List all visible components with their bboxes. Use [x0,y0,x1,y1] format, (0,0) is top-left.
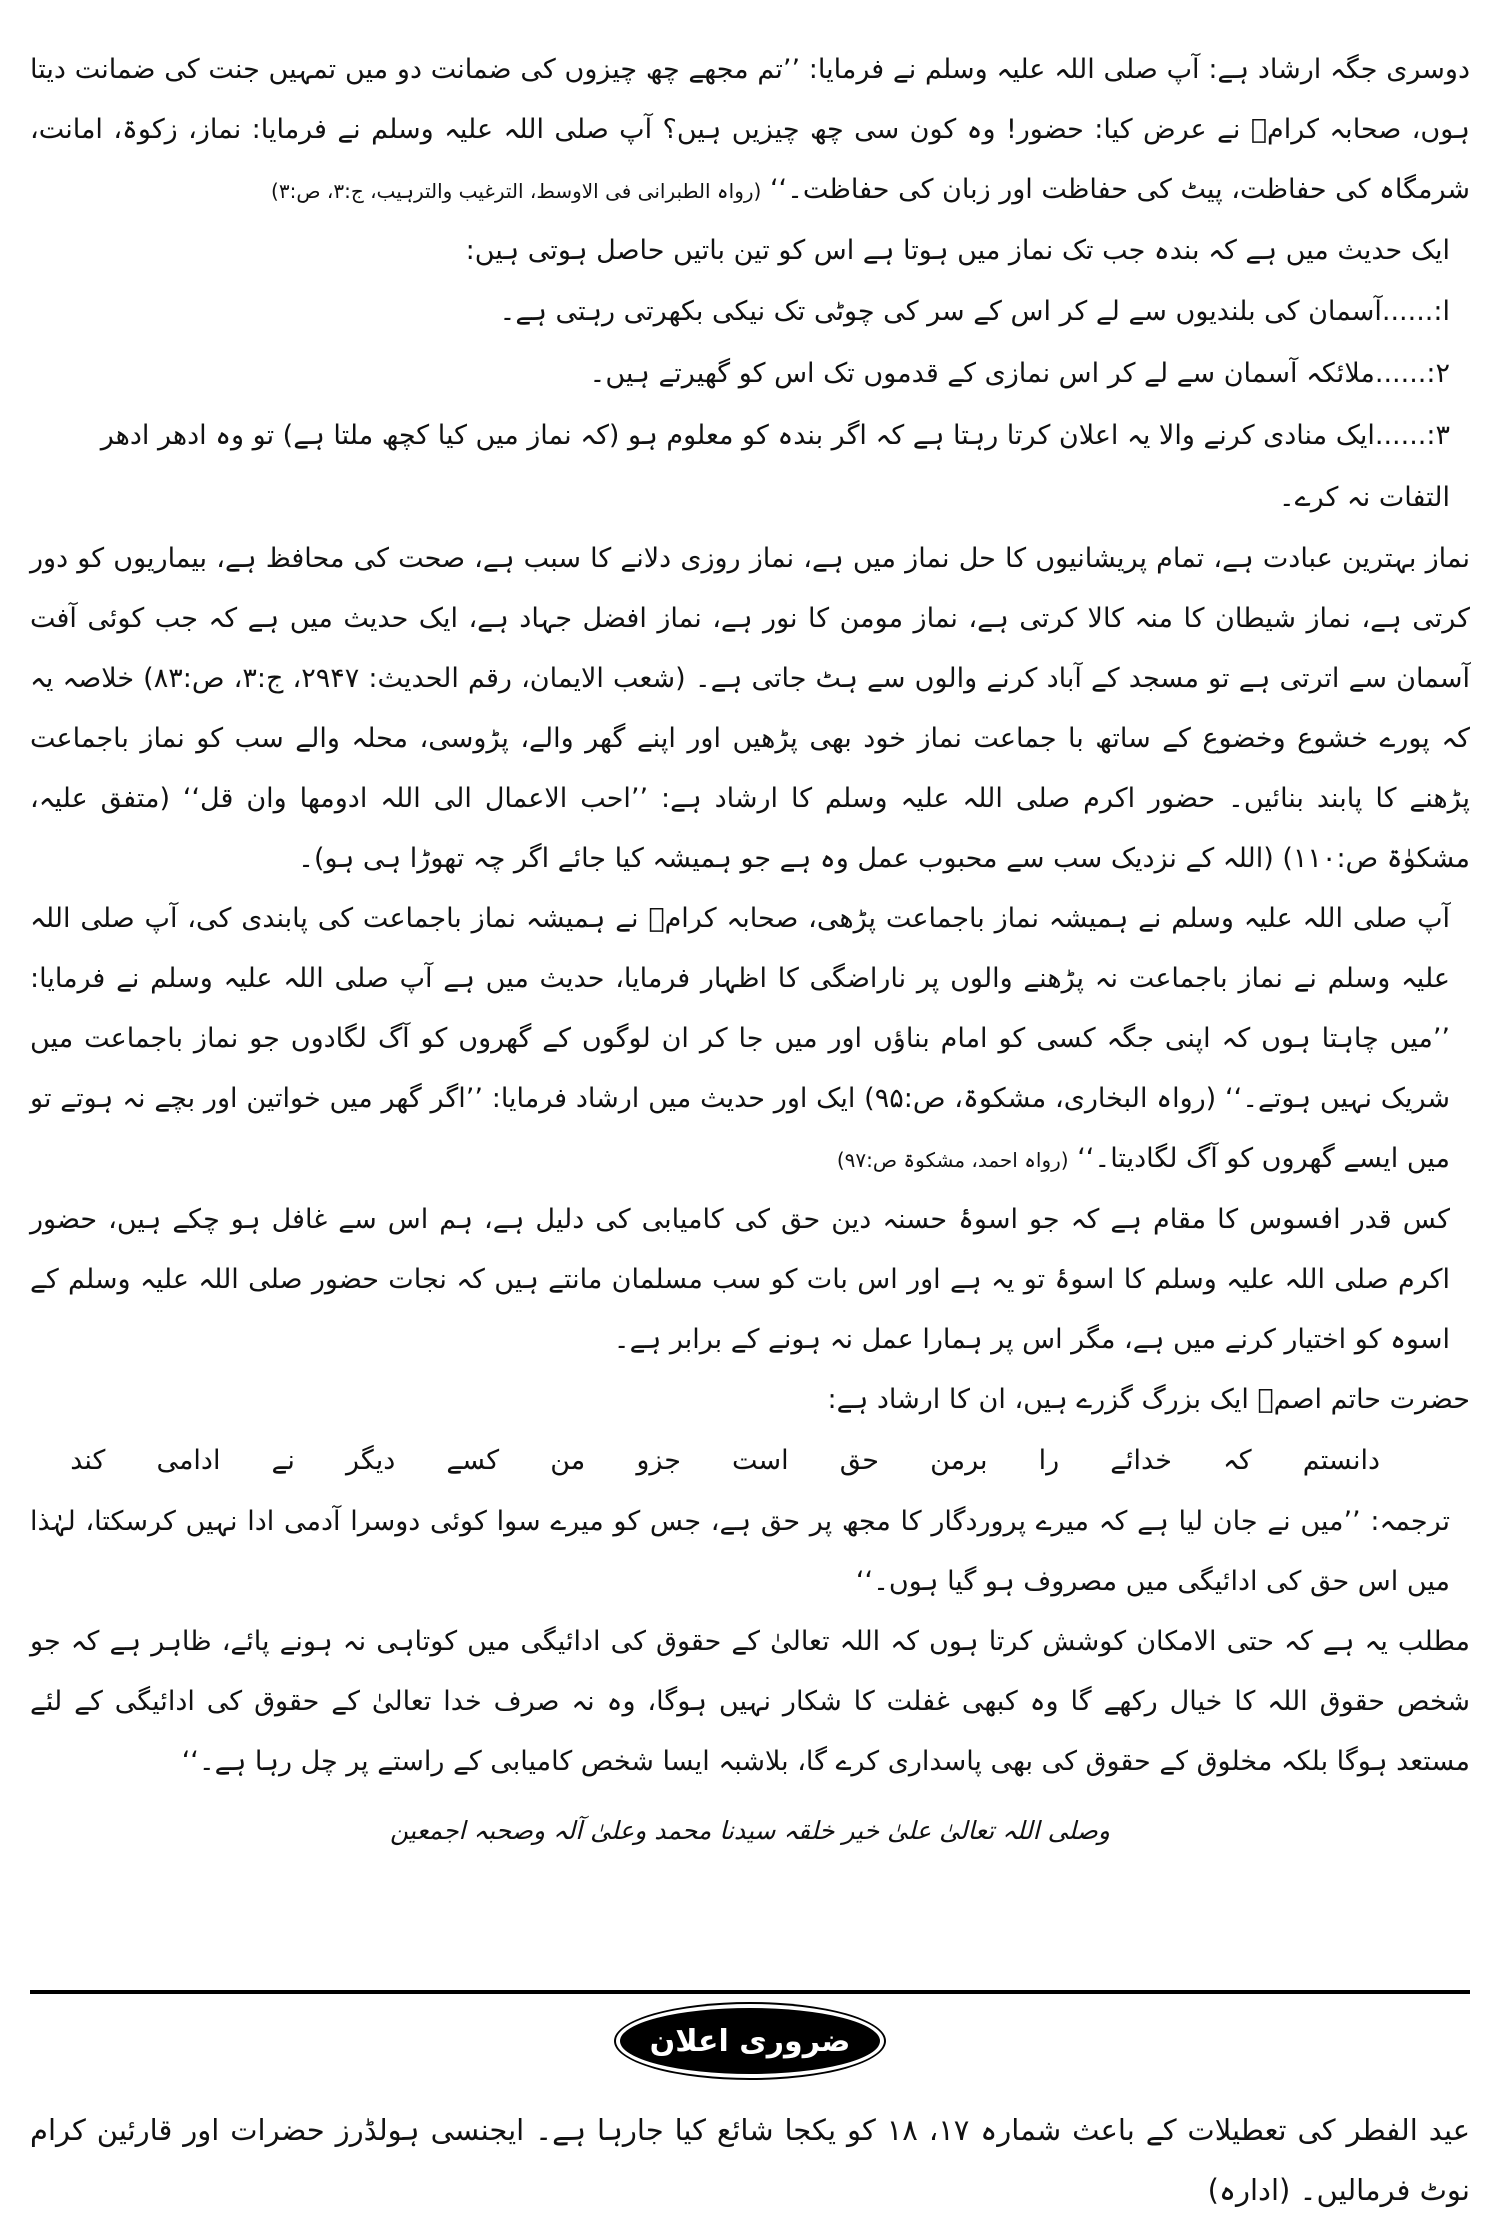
closing-benediction: وصلی اللہ تعالیٰ علیٰ خیر خلقہ سیدنا محمد وعلیٰ آلہ وصحبہ اجمعین [390,1816,1110,1845]
announcement-text: عید الفطر کی تعطیلات کے باعث شمارہ ۱۷، ۱۸ کو یکجا شائع کیا جارہا ہے۔ ایجنسی ہولڈرز حضرات اور قارئین کرام نوٹ فرمالیں۔ (ادارہ) [30,2113,1471,2207]
verse-word: دانستم [1302,1445,1380,1476]
paragraph-congregation [30,889,1470,1190]
reference: (رواہ احمد، مشکوۃ ص:۹۷) [836,1148,1069,1172]
paragraph-text: دوسری جگہ ارشاد ہے: آپ صلی اللہ علیہ وسلم نے فرمایا: ’’تم مجھے چھ چیزوں کی ضمانت دو میں تمہیں جنت کی ضمانت دیتا ہوں، صحابہ کرامؓ نے عرض کیا: حضور! وہ کون سی چھ چیزیں ہیں؟ آپ صلی اللہ علیہ وسلم نے فرمایا: نماز، زکوۃ، امانت، شرمگاہ کی حفاظت، پیٹ کی حفاظت اور زبان کی حفاظت۔‘‘ [30,54,1470,205]
verse-word: کہ [1222,1445,1252,1476]
verse-word: من [550,1445,586,1476]
verse-word: برمن [930,1445,988,1476]
verse-word: دیگر [345,1445,396,1476]
reference: (رواہ الطبرانی فی الاوسط، الترغیب والترہیب، ج:۳، ص:۳) [271,179,762,203]
verse-word: ادامی [156,1445,221,1476]
verse-word: نے [271,1445,295,1476]
paragraph-translation: ترجمہ: ’’میں نے جان لیا ہے کہ میرے پروردگار کا مجھ پر حق ہے، جس کو میرے سوا کوئی دوسرا آدمی ادا نہیں کرسکتا، لہٰذا میں اس حق کی ادائیگی میں مصروف ہو گیا ہوں۔‘‘ [30,1506,1450,1597]
paragraph-hadith-intro: ایک حدیث میں ہے کہ بندہ جب تک نماز میں ہوتا ہے اس کو تین باتیں حاصل ہوتی ہیں: [465,235,1450,266]
paragraph-hatim: حضرت حاتم اصمؒ ایک بزرگ گزرے ہیں، ان کا ارشاد ہے: [827,1384,1470,1415]
verse-word: خدائے [1110,1445,1172,1476]
verse-word: حق [839,1445,879,1476]
announcement-title: ضروری اعلان [620,2008,880,2074]
list-item-3: ۳:......ایک منادی کرنے والا یہ اعلان کرتا رہتا ہے کہ اگر بندہ کو معلوم ہو (کہ نماز میں کیا کچھ ملتا ہے) تو وہ ادھر ادھر التفات نہ کرے۔ [100,420,1450,513]
verse-word: کسے [446,1445,500,1476]
verse-word: کند [70,1445,106,1476]
persian-verse [30,1430,1470,1492]
divider [30,1990,1470,1994]
paragraph-prayer-virtues: نماز بہترین عبادت ہے، تمام پریشانیوں کا حل نماز میں ہے، نماز روزی دلانے کا سبب ہے، صحت کی محافظ ہے، بیماریوں کو دور کرتی ہے، نماز شیطان کا منہ کالا کرتی ہے، نماز مومن کا نور ہے، نماز افضل جہاد ہے، ایک حدیث میں ہے کہ جب کوئی آفت آسمان سے اترتی ہے تو مسجد کے آباد کرنے والوں سے ہٹ جاتی ہے۔ (شعب الایمان، رقم الحدیث: ۲۹۴۷، ج:۳، ص:۸۳) خلاصہ یہ کہ پورے خشوع وخضوع کے ساتھ با جماعت نماز خود بھی پڑھیں اور اپنے گھر والے، پڑوسی، محلہ والے سب کو نماز باجماعت پڑھنے کا پابند بنائیں۔ حضور اکرم صلی اللہ علیہ وسلم کا ارشاد ہے: ’’احب الاعمال الی اللہ ادومھا وان قل‘‘ (متفق علیہ، مشکوٰۃ ص:۱۱۰) (اللہ کے نزدیک سب سے محبوب عمل وہ ہے جو ہمیشہ کیا جائے اگر چہ تھوڑا ہی ہو)۔ [30,543,1470,874]
paragraph-text: آپ صلی اللہ علیہ وسلم نے ہمیشہ نماز باجماعت پڑھی، صحابہ کرامؓ نے ہمیشہ نماز باجماعت کی پابندی کی، آپ صلی اللہ علیہ وسلم نے نماز باجماعت نہ پڑھنے والوں پر ناراضگی کا اظہار فرمایا، حدیث میں ہے آپ صلی اللہ علیہ وسلم نے فرمایا: ’’میں چاہتا ہوں کہ اپنی جگہ کسی کو امام بناؤں اور میں جا کر ان لوگوں کے گھروں کو آگ لگادوں جو نماز باجماعت میں شریک نہیں ہوتے۔‘‘ (رواہ البخاری، مشکوۃ، ص:۹۵) ایک اور حدیث میں ارشاد فرمایا: ’’اگر گھر میں خواتین اور بچے نہ ہوتے تو میں ایسے گھروں کو آگ لگادیتا۔‘‘ [30,903,1450,1174]
paragraph-six-things [30,40,1470,221]
verse-word: را [1038,1445,1060,1476]
verse-word: جزو [636,1445,681,1476]
paragraph-explanation: مطلب یہ ہے کہ حتی الامکان کوشش کرتا ہوں کہ اللہ تعالیٰ کے حقوق کی ادائیگی میں کوتاہی نہ ہونے پائے، ظاہر ہے کہ جو شخص حقوق اللہ کا خیال رکھے گا وہ کبھی غفلت کا شکار نہیں ہوگا، وہ نہ صرف خدا تعالیٰ کے حقوق کی ادائیگی کے لئے مستعد ہوگا بلکہ مخلوق کے حقوق کی بھی پاسداری کرے گا، بلاشبہ ایسا شخص کامیابی کے راستے پر چل رہا ہے۔‘‘ [30,1626,1470,1777]
list-item-2: ۲:......ملائکہ آسمان سے لے کر اس نمازی کے قدموں تک اس کو گھیرتے ہیں۔ [589,358,1450,389]
paragraph-regret: کس قدر افسوس کا مقام ہے کہ جو اسوۂ حسنہ دین حق کی کامیابی کی دلیل ہے، ہم اس سے غافل ہو چکے ہیں، حضور اکرم صلی اللہ علیہ وسلم کا اسوۂ تو یہ ہے اور اس بات کو سب مسلمان مانتے ہیں کہ نجات حضور صلی اللہ علیہ وسلم کے اسوہ کو اختیار کرنے میں ہے، مگر اس پر ہمارا عمل نہ ہونے کے برابر ہے۔ [30,1204,1450,1355]
verse-word: است [732,1445,789,1476]
list-item-1: ا:......آسمان کی بلندیوں سے لے کر اس کے سر کی چوٹی تک نیکی بکھرتی رہتی ہے۔ [499,296,1450,327]
